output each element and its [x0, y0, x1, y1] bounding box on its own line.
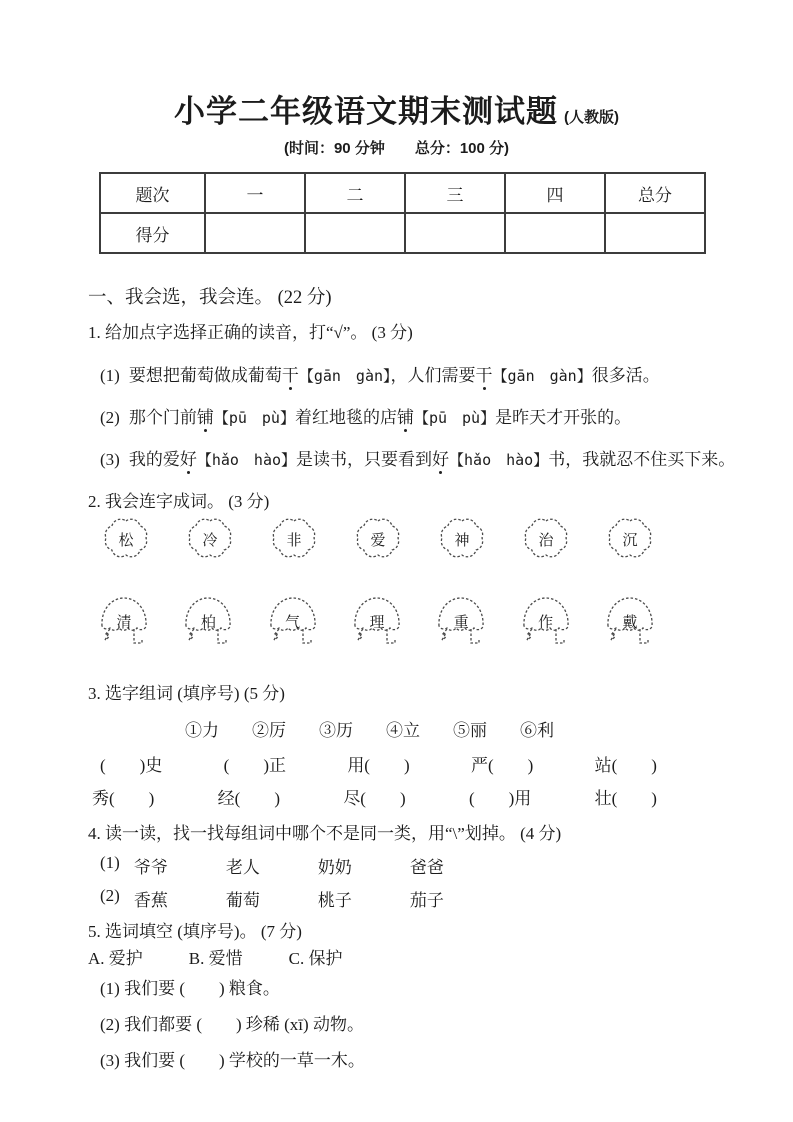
- fill-blank: ( )史: [100, 756, 163, 775]
- score-table-col-total: 总分: [605, 173, 705, 213]
- character: 作: [538, 615, 554, 631]
- q5-item-3: (3) 我们要 ( ) 学校的一草一木。: [100, 1051, 365, 1070]
- q1-label: 1. 给加点字选择正确的读音，打“√”。 (3 分): [88, 323, 413, 342]
- q5-options-row: [88, 944, 342, 969]
- mushroom-shape: [516, 592, 576, 650]
- character: 理: [369, 615, 385, 631]
- fill-blank: 严( ): [470, 756, 534, 775]
- pinyin-choices: 【hǎo hào】: [449, 451, 549, 469]
- q1-item-1: [100, 361, 660, 386]
- flower-shape: [604, 514, 656, 562]
- q3-option: ⑥利: [520, 721, 554, 740]
- word: 桃子: [317, 891, 352, 910]
- q3-blanks-row-1: [100, 751, 657, 776]
- dotted-char: 好: [180, 445, 197, 470]
- score-cell: [605, 213, 705, 253]
- sentence-text: 要想把葡萄做成葡萄: [128, 366, 282, 385]
- item-number: (2): [100, 886, 120, 905]
- pinyin-choices: 【pū pù】: [413, 409, 496, 427]
- q5-item-2: (2) 我们都要 ( ) 珍稀 (xī) 动物。: [100, 1015, 364, 1034]
- word: 爸爸: [409, 858, 444, 877]
- q4-label: 4. 读一读，找一找每组词中哪个不是同一类，用“\”划掉。 (4 分): [88, 824, 562, 843]
- sentence-text: 是读书，只要看到: [296, 450, 433, 469]
- item-number: (1): [100, 853, 120, 872]
- flower-shape: [520, 514, 572, 562]
- fill-blank: ( )用: [468, 789, 532, 808]
- mushroom-shape: [431, 592, 491, 650]
- flower-shape: [352, 514, 404, 562]
- q5-option: C. 保护: [288, 949, 343, 968]
- word: 老人: [225, 858, 260, 877]
- score-row-label: 得分: [100, 213, 205, 253]
- fill-blank: 尽( ): [343, 789, 406, 808]
- word: 香蕉: [133, 891, 168, 910]
- flower-shape: [100, 514, 152, 562]
- page-title: [0, 86, 793, 131]
- score-table: [99, 172, 706, 254]
- q5-option: B. 爱惜: [188, 949, 243, 968]
- flower-shape: [436, 514, 488, 562]
- fill-blank: 壮( ): [594, 789, 657, 808]
- character: 治: [538, 533, 554, 549]
- character: 松: [118, 533, 134, 549]
- dotted-char: 铺: [197, 403, 214, 428]
- word: 奶奶: [317, 858, 352, 877]
- fill-blank: 经( ): [217, 789, 280, 808]
- word: 茄子: [409, 891, 444, 910]
- score-table-corner-label: 题次: [100, 173, 205, 213]
- character: 清: [116, 615, 132, 631]
- sentence-text: 那个门前: [128, 408, 197, 427]
- q5-label: 5. 选词填空 (填序号)。 (7 分): [88, 922, 302, 941]
- fill-blank: 秀( ): [92, 789, 155, 808]
- section-one-heading: 一、我会选，我会连。 (22 分): [88, 288, 332, 308]
- flower-shape: [184, 514, 236, 562]
- pinyin-choices: 【gān gàn】: [492, 367, 592, 385]
- fill-blank: 用( ): [347, 756, 410, 775]
- item-number: (1): [100, 366, 120, 385]
- q5-option: A. 爱护: [88, 949, 143, 968]
- dotted-char: 干: [282, 361, 299, 386]
- score-cell: [505, 213, 605, 253]
- score-table-header-row: [100, 173, 705, 213]
- character: 沉: [622, 533, 638, 549]
- sentence-text: 我的爱: [128, 450, 180, 469]
- score-cell: [205, 213, 305, 253]
- q5-item-1: (1) 我们要 ( ) 粮食。: [100, 979, 280, 998]
- pinyin-choices: 【gān gàn】: [298, 367, 391, 385]
- exam-info: (时间：90 分钟 总分：100 分): [283, 140, 510, 157]
- sentence-text: 书，我就忍不住买下来。: [548, 450, 736, 469]
- score-table-col-1: 一: [205, 173, 305, 213]
- word: 爷爷: [133, 858, 168, 877]
- dotted-char: 铺: [397, 403, 414, 428]
- mushroom-shape: [178, 592, 238, 650]
- pinyin-choices: 【pū pù】: [213, 409, 295, 427]
- mushroom-shape: [94, 592, 154, 650]
- q2-label: 2. 我会连字成词。 (3 分): [88, 492, 270, 511]
- dotted-char: 干: [476, 361, 493, 386]
- mushroom-shape: [263, 592, 323, 650]
- score-table-score-row: [100, 213, 705, 253]
- pinyin-choices: 【hǎo hào】: [196, 451, 297, 469]
- character: 冷: [202, 533, 218, 549]
- q3-label: 3. 选字组词 (填序号) (5 分): [88, 684, 285, 703]
- q1-item-3: [100, 445, 735, 470]
- q3-option: ⑤丽: [453, 721, 487, 740]
- character: 气: [285, 615, 301, 631]
- score-cell: [305, 213, 405, 253]
- score-table-col-4: 四: [505, 173, 605, 213]
- sentence-text: 很多活。: [591, 366, 660, 385]
- character: 爱: [370, 533, 386, 549]
- character: 非: [286, 533, 302, 549]
- q2-flower-row: [100, 514, 656, 562]
- q3-option: ②厉: [252, 721, 286, 740]
- mushroom-shape: [347, 592, 407, 650]
- character: 重: [453, 615, 469, 631]
- q2-mushroom-row: [94, 592, 660, 650]
- item-number: (2): [100, 408, 120, 427]
- character: 戴: [622, 615, 638, 631]
- q1-item-2: [100, 403, 631, 428]
- q3-option: ④立: [386, 721, 420, 740]
- fill-blank: 站( ): [594, 756, 657, 775]
- q3-option: ③历: [319, 721, 353, 740]
- fill-blank: ( )正: [223, 756, 286, 775]
- item-number: (3): [100, 450, 120, 469]
- sentence-text: ，人们需要: [390, 366, 476, 385]
- score-table-col-2: 二: [305, 173, 405, 213]
- title-text: 小学二年级语文期末测试题: [174, 94, 558, 129]
- score-cell: [405, 213, 505, 253]
- q4-item-2: [100, 886, 502, 911]
- q3-option: ①力: [185, 721, 219, 740]
- flower-shape: [268, 514, 320, 562]
- score-table-col-3: 三: [405, 173, 505, 213]
- dotted-char: 好: [432, 445, 449, 470]
- q3-blanks-row-2: [92, 784, 657, 809]
- mushroom-shape: [600, 592, 660, 650]
- sentence-text: 是昨天才开张的。: [495, 408, 632, 427]
- q4-item-1: [100, 853, 502, 878]
- character: 柏: [200, 615, 216, 631]
- word: 葡萄: [225, 891, 260, 910]
- sentence-text: 着红地毯的店: [294, 408, 397, 427]
- edition-label: (人教版): [564, 109, 619, 126]
- character: 神: [454, 533, 470, 549]
- q3-options-row: [185, 716, 554, 741]
